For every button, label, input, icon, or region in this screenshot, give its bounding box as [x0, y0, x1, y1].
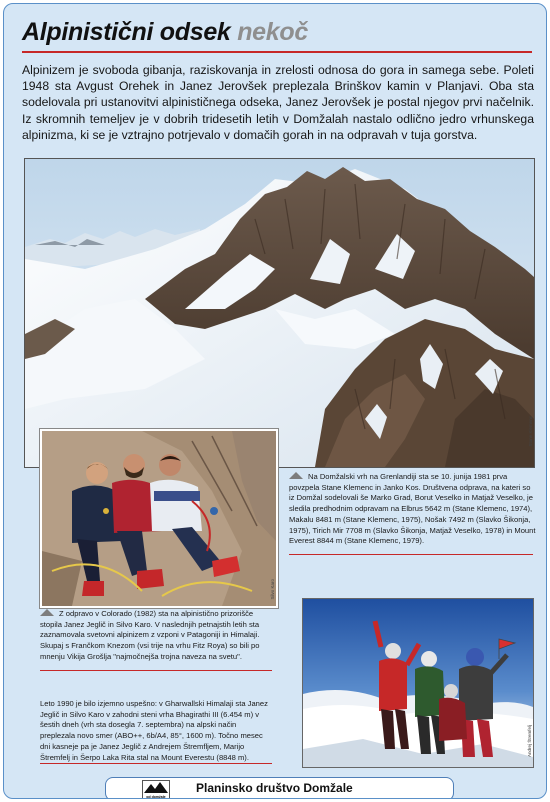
organization-name: Planinsko društvo Domžale — [196, 781, 353, 795]
triangle-marker-icon — [289, 472, 303, 479]
caption-colorado-text: Z odpravo v Colorado (1982) sta na alpinistično prizorišče stopila Janez Jeglič in Silvo Karo. V naslednjih petnajstih letih sta zaznamovala svetovni alpinizem z vzponi v Patagoniji in Himalaji. Skupaj s Frančkom Knezom (vsi trije na vrhu Fitz Roya) so bili po mnenju Vikija Grošlja "najmočnejša trojna naveza na svetu". — [40, 609, 260, 661]
poster-panel — [3, 3, 547, 799]
title-main: Alpinistični odsek — [22, 18, 238, 46]
intro-paragraph: Alpinizem je svoboda gibanja, raziskovanja in zrelosti odnosa do gora in samega sebe. Poleti 1948 sta Avgust Orehek in Janez Jerovšek preplezala Brinškov kamin v Planjavi. Oba sta sodelovala pri ustanovitvi alpinističnega odseka, Janez Jerovšek je postal njegov prvi načelnik. Iz skromnih temeljev je v dobrih tridesetih letih v Domžalah nastalo odlično jedro vrhunskega alpinizma, ki se je vztrajno potrjevalo v domačih gorah in na odpravah v tuja gorstva. — [22, 63, 534, 142]
caption-colorado — [40, 609, 272, 663]
summit-illustration — [303, 599, 533, 767]
caption-greenland-text: Na Domžalski vrh na Grenlandiji sta se 10. junija 1981 prva povzpela Stane Klemenc in Janko Kos. Društvena odprava, na kateri so iz Domžal sodelovali še Marko Grad, Borut Veselko in Matjaž Veselko, je sledila predhodnim odpravam na Elbrus 5642 m (Stane Klemenc, 1974), Makalu 8481 m (Stane Klemenc, 1975), Nošak 7492 m (Slavko Šikonja, 1975), Tirich Mir 7708 m (Slavko Šikonja, Matjaž Veselko, 1978) in Mount Everest 8844 m (Stane Klemenc, 1979). — [289, 472, 536, 546]
page-title — [22, 18, 308, 47]
caption-greenland-rule — [289, 554, 533, 555]
greenland-mountain-photo — [24, 158, 535, 468]
caption-bhagirathi-text: Leto 1990 je bilo izjemno uspešno: v Gharwallski Himalaji sta Janez Jeglič in Silvo Karo v zahodni steni vrha Bhagirathi III (6.454 m) v šestih dneh (vrh sta dosegla 7. septembra) na alpski način preplezala novo smer (ABO++, 6b/A4, 85°, 1600 m). Točno mesec dni kasneje pa je Janez Jeglič z Andrejem Štremfljem, Marijo Štremfelj in Šerpo Laka Rita stal na Mount Everestu (8848 m). — [40, 699, 268, 762]
summit-photo-credit: Andrej Štremfelj — [527, 724, 532, 757]
climbers-photo — [40, 429, 278, 608]
caption-bhagirathi-rule — [40, 763, 272, 764]
triangle-marker-icon — [40, 609, 54, 616]
caption-greenland — [289, 472, 536, 547]
climbers-illustration — [42, 431, 276, 606]
mountain-photo-credit: Stane Klemenc — [528, 416, 533, 447]
caption-bhagirathi — [40, 699, 272, 763]
footer-bar — [105, 777, 454, 799]
mountain-illustration — [25, 159, 534, 467]
title-underline — [22, 51, 532, 53]
caption-colorado-rule — [40, 670, 272, 671]
logo-text: pd domžale — [146, 795, 166, 799]
mountain-logo-icon — [143, 781, 169, 794]
title-accent: nekoč — [237, 18, 308, 46]
pd-domzale-logo — [142, 780, 170, 799]
everest-summit-photo — [302, 598, 534, 768]
climbers-photo-credit: Silvo Karo — [270, 579, 275, 600]
